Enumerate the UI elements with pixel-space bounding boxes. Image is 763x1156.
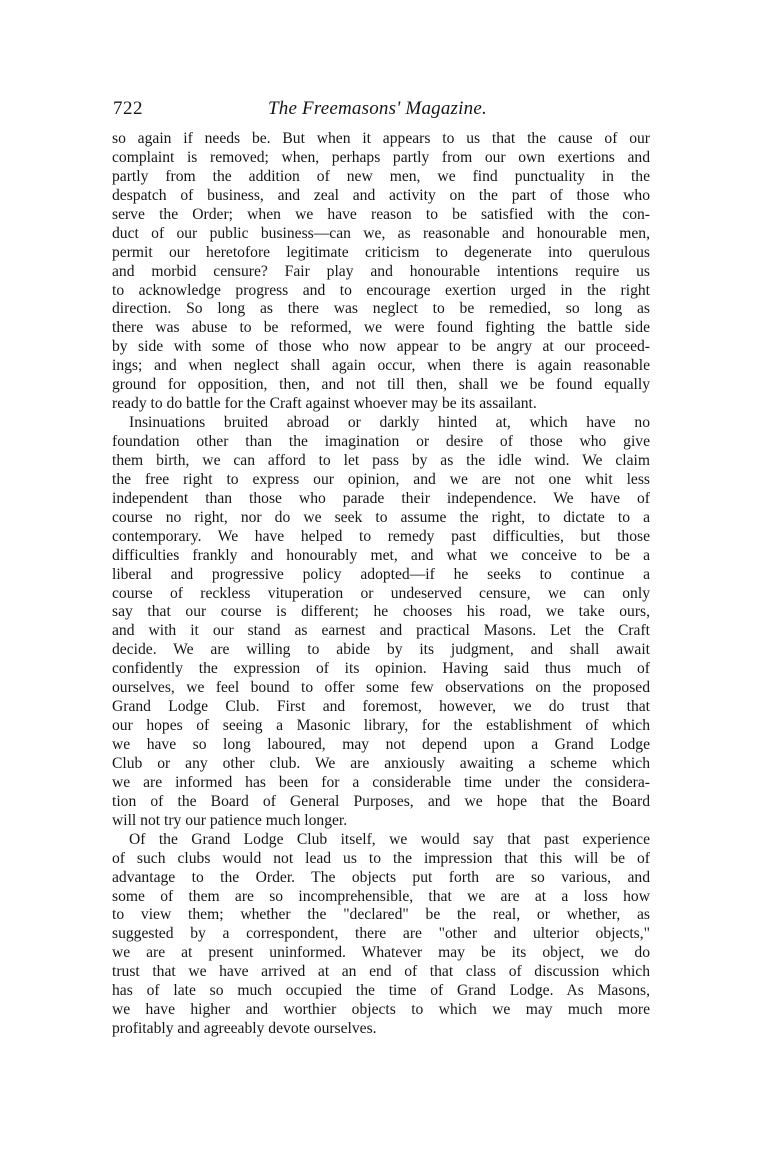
text-line: we are informed has been for a considerable time under the considera- [112,773,650,791]
text-line: serve the Order; when we have reason to be satisfied with the con- [112,205,650,223]
text-line: there was abuse to be reformed, we were found fighting the battle side [112,319,650,337]
text-line: we have higher and worthier objects to which we may much more [112,1001,650,1019]
text-line: and with it our stand as earnest and practical Masons. Let the Craft [112,622,650,640]
text-line: to acknowledge progress and to encourage exertion urged in the right [112,281,650,299]
text-line: contemporary. We have helped to remedy past difficulties, but those [112,527,650,545]
text-line: by side with some of those who now appear to be angry at our proceed- [112,338,650,356]
text-line: the free right to express our opinion, and we are not one whit less [112,470,650,488]
text-line: of such clubs would not lead us to the impression that this will be of [112,849,650,867]
text-line: Club or any other club. We are anxiously awaiting a scheme which [112,754,650,772]
text-line: to view them; whether the "declared" be the real, or whether, as [112,906,650,924]
text-line: direction. So long as there was neglect to be remedied, so long as [112,300,650,318]
text-line: course of reckless vituperation or undeserved censure, we can only [112,584,650,602]
text-line: advantage to the Order. The objects put forth are so various, and [112,868,650,886]
text-line: ourselves, we feel bound to offer some few observations on the proposed [112,679,650,697]
text-line: suggested by a correspondent, there are "other and ulterior objects," [112,925,650,943]
text-line: them birth, we can afford to let pass by as the idle wind. We claim [112,451,650,469]
text-line: Insinuations bruited abroad or darkly hinted at, which have no [129,414,650,432]
text-line: partly from the addition of new men, we find punctuality in the [112,167,650,185]
text-line: we have so long laboured, may not depend upon a Grand Lodge [112,736,650,753]
page-header [113,98,650,124]
text-line: independent than those who parade their independence. We have of [112,489,650,507]
text-line: duct of our public business—can we, as reasonable and honourable men, [112,224,650,242]
paragraph [112,414,650,831]
text-line: we are at present uninformed. Whatever may be its object, we do [112,944,650,962]
text-line: liberal and progressive policy adopted—if he seeks to continue a [112,565,650,583]
text-line: ready to do battle for the Craft against whoever may be its assailant. [112,395,537,413]
text-line: say that our course is different; he chooses his road, we take ours, [112,603,650,621]
text-line: some of them are so incomprehensible, that we are at a loss how [112,887,650,905]
page-number: 722 [113,98,143,119]
text-line: course no right, nor do we seek to assume the right, to dictate to a [112,508,650,526]
text-line: profitably and agreeably devote ourselves. [112,1020,377,1038]
text-line: our hopes of seeing a Masonic library, for the establishment of which [112,717,650,735]
text-line: has of late so much occupied the time of Grand Lodge. As Masons, [112,982,650,1000]
text-line: ground for opposition, then, and not till then, shall we be found equally [112,376,650,394]
text-line: confidently the expression of its opinion. Having said thus much of [112,660,650,678]
text-line: difficulties frankly and honourably met, and what we conceive to be a [112,546,650,564]
text-line: complaint is removed; when, perhaps partly from our own exertions and [112,148,650,166]
text-line: permit our heretofore legitimate criticism to degenerate into querulous [112,243,650,261]
text-line: so again if needs be. But when it appears to us that the cause of our [112,130,650,147]
paragraph [112,831,650,1039]
running-title: The Freemasons' Magazine. [268,98,487,119]
text-line: foundation other than the imagination or desire of those who give [112,433,650,450]
text-line: and morbid censure? Fair play and honourable intentions require us [112,262,650,280]
text-line: trust that we have arrived at an end of that class of discussion which [112,963,650,981]
text-line: decide. We are willing to abide by its judgment, and shall await [112,641,650,659]
text-line: tion of the Board of General Purposes, and we hope that the Board [112,792,650,810]
text-line: despatch of business, and zeal and activity on the part of those who [112,186,650,204]
text-line: Of the Grand Lodge Club itself, we would say that past experience [129,830,650,848]
text-line: will not try our patience much longer. [112,811,348,829]
text-line: Grand Lodge Club. First and foremost, however, we do trust that [112,698,650,716]
text-line: ings; and when neglect shall again occur, when there is again reasonable [112,357,650,375]
article-body [112,130,650,1039]
paragraph [112,130,650,414]
